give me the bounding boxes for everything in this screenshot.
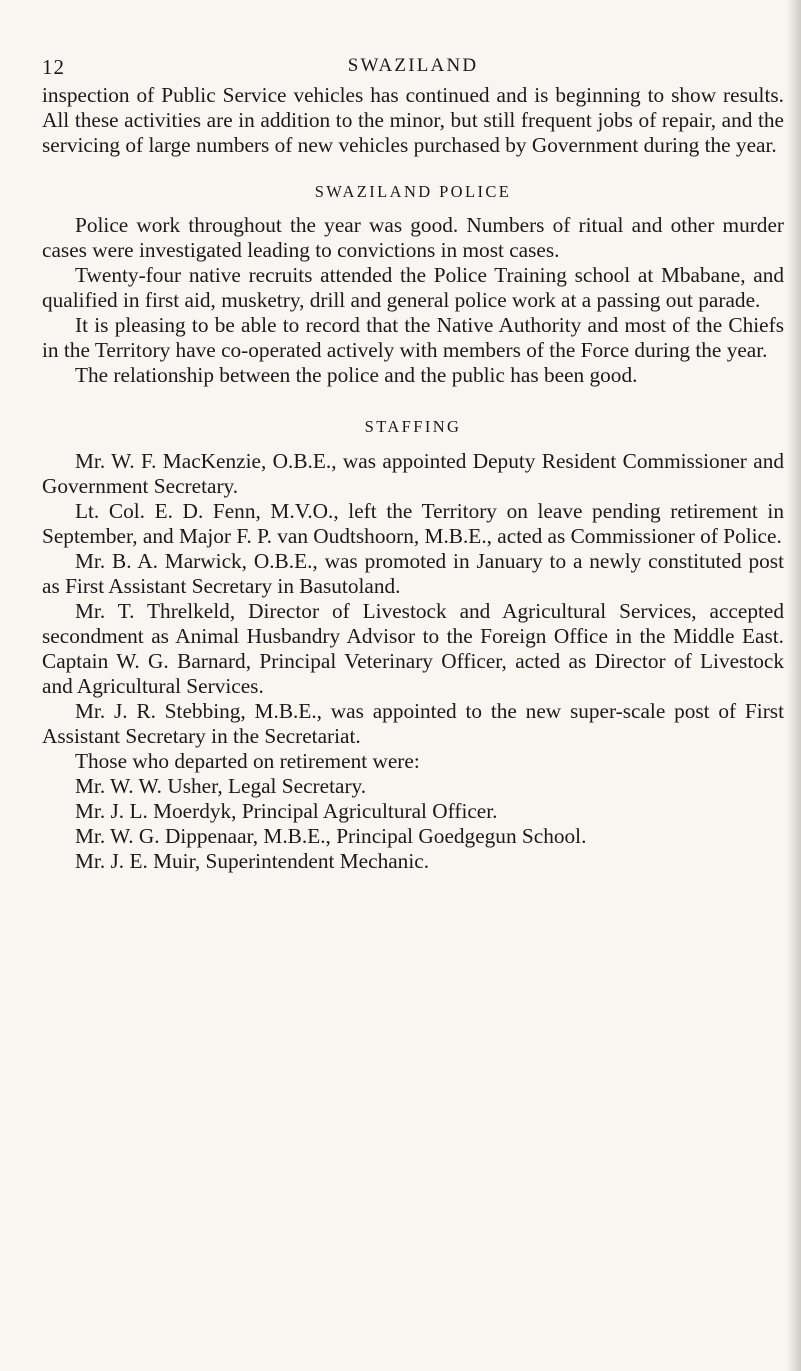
running-title: SWAZILAND: [347, 55, 479, 76]
paragraph-retirements-intro: Those who departed on retirement were:: [75, 749, 420, 773]
list-item: Mr. W. G. Dippenaar, M.B.E., Principal Goedgegun School.: [75, 824, 587, 848]
paragraph-marwick: Mr. B. A. Marwick, O.B.E., was promoted in January to a newly constituted post as First Assistant Secretary in Basutoland.: [42, 549, 784, 598]
paragraph-relationship: The relationship between the police and the public has been good.: [75, 363, 638, 387]
list-item: Mr. J. E. Muir, Superintendent Mechanic.: [75, 849, 430, 873]
paragraph-police-work: Police work throughout the year was good. Numbers of ritual and other murder cases were investigated leading to convictions in most cases.: [42, 213, 784, 262]
list-item: Mr. J. L. Moerdyk, Principal Agricultural Officer.: [75, 799, 498, 823]
paragraph-mackenzie: Mr. W. F. MacKenzie, O.B.E., was appointed Deputy Resident Commissioner and Government Secretary.: [42, 449, 784, 498]
running-head: [42, 55, 784, 85]
body-text: [42, 83, 784, 874]
paragraph-threlkeld: Mr. T. Threlkeld, Director of Livestock and Agricultural Services, accepted secondment as Animal Husbandry Advisor to the Foreign Office in the Middle East. Captain W. G. Barnard, Principal Veterinary Officer, acted as Director of Livestock and Agricultural Services.: [42, 599, 784, 698]
paragraph-stebbing: Mr. J. R. Stebbing, M.B.E., was appointed to the new super-scale post of First Assistant Secretary in the Secretariat.: [42, 699, 784, 748]
paragraph-fenn: Lt. Col. E. D. Fenn, M.V.O., left the Territory on leave pending retirement in September, and Major F. P. van Oudtshoorn, M.B.E., acted as Commissioner of Police.: [42, 499, 784, 548]
paragraph-native-authority: It is pleasing to be able to record that the Native Authority and most of the Chiefs in the Territory have co-operated actively with members of the Force during the year.: [42, 313, 784, 362]
paragraph-recruits: Twenty-four native recruits attended the Police Training school at Mbabane, and qualified in first aid, musketry, drill and general police work at a passing out parade.: [42, 263, 784, 312]
heading-staffing: STAFFING: [364, 417, 462, 436]
list-item: Mr. W. W. Usher, Legal Secretary.: [75, 774, 367, 798]
heading-swaziland-police: SWAZILAND POLICE: [314, 182, 512, 201]
paragraph-vehicles: inspection of Public Service vehicles has continued and is beginning to show results. All these activities are in addition to the minor, but still frequent jobs of repair, and the servicing of large numbers of new vehicles purchased by Government during the year.: [42, 83, 784, 157]
page-number: 12: [42, 55, 65, 79]
page-edge-shadow: [787, 0, 801, 1371]
